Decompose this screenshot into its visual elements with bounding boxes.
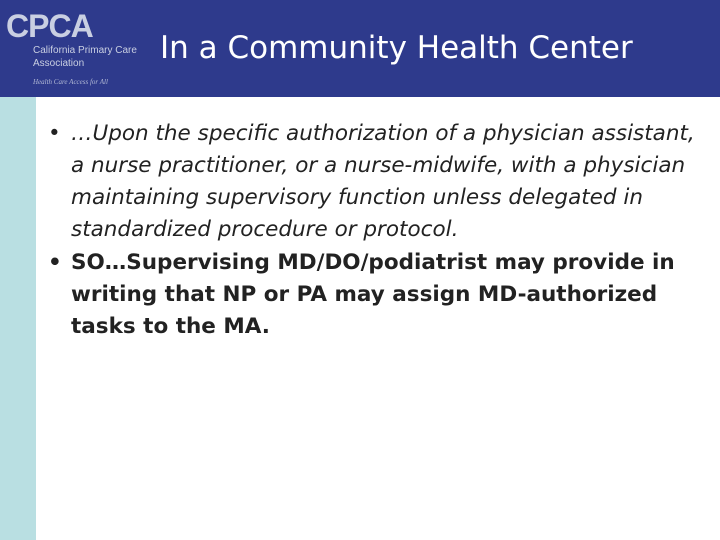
slide-title: In a Community Health Center (160, 30, 633, 66)
logo-tagline: Health Care Access for All (33, 78, 108, 86)
bullet-text: SO…Supervising MD/DO/podiatrist may provide in writing that NP or PA may assign MD-authorized tasks to the MA. (71, 250, 675, 339)
sidebar-accent (0, 97, 36, 540)
bullet-item (48, 118, 714, 246)
cpca-logo (6, 6, 156, 92)
logo-mark: CPCA (6, 8, 93, 44)
bullet-marker: • (48, 250, 62, 275)
bullet-text: …Upon the specific authorization of a physician assistant, a nurse practitioner, or a nurse-midwife, with a physician maintaining supervisory function unless delegated in standardized procedure or protocol. (71, 121, 695, 242)
bullet-marker: • (48, 121, 61, 146)
bullet-item (48, 247, 714, 343)
logo-name: California Primary Care Association (33, 45, 137, 69)
slide-header (0, 0, 720, 97)
slide-body (48, 118, 714, 343)
